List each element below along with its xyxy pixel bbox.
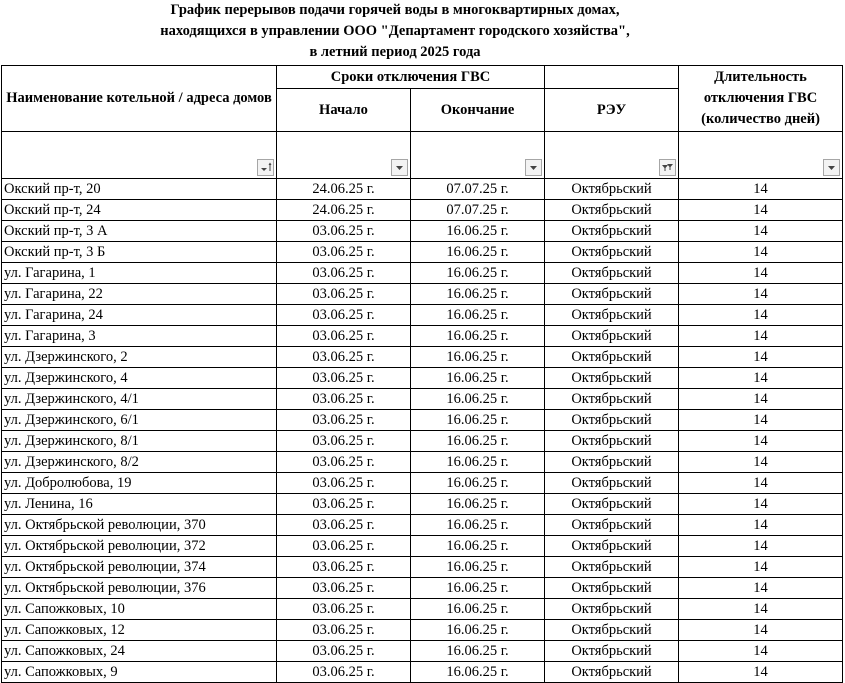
cell-start-date: 24.06.25 г. [277,200,411,221]
cell-reu: Октябрьский [545,431,679,452]
cell-reu: Октябрьский [545,263,679,284]
filter-cell-name [2,132,277,179]
cell-duration-days: 14 [679,242,843,263]
cell-start-date: 03.06.25 г. [277,515,411,536]
cell-duration-days: 14 [679,305,843,326]
header-blank [545,66,679,89]
cell-start-date: 03.06.25 г. [277,284,411,305]
cell-end-date: 16.06.25 г. [411,557,545,578]
cell-duration-days: 14 [679,515,843,536]
cell-address: ул. Октябрьской революции, 370 [2,515,277,536]
filter-cell-duration [679,132,843,179]
cell-reu: Октябрьский [545,242,679,263]
cell-start-date: 03.06.25 г. [277,662,411,683]
cell-address: ул. Сапожковых, 12 [2,620,277,641]
cell-start-date: 03.06.25 г. [277,578,411,599]
cell-end-date: 16.06.25 г. [411,410,545,431]
cell-reu: Октябрьский [545,473,679,494]
table-row [2,221,843,242]
table-row [2,452,843,473]
cell-reu: Октябрьский [545,557,679,578]
cell-duration-days: 14 [679,221,843,242]
cell-duration-days: 14 [679,200,843,221]
title-line-2: находящихся в управлении ООО "Департамент городского хозяйства", [160,23,630,39]
cell-address: ул. Сапожковых, 10 [2,599,277,620]
cell-end-date: 07.07.25 г. [411,200,545,221]
cell-start-date: 03.06.25 г. [277,368,411,389]
cell-address: ул. Гагарина, 1 [2,263,277,284]
table-row [2,431,843,452]
cell-start-date: 03.06.25 г. [277,431,411,452]
cell-start-date: 03.06.25 г. [277,389,411,410]
cell-end-date: 16.06.25 г. [411,536,545,557]
sort-ascending-icon [258,160,273,175]
cell-address: ул. Сапожковых, 9 [2,662,277,683]
cell-duration-days: 14 [679,662,843,683]
cell-address: ул. Октябрьской революции, 376 [2,578,277,599]
cell-end-date: 16.06.25 г. [411,263,545,284]
table-row [2,641,843,662]
cell-end-date: 16.06.25 г. [411,578,545,599]
header-duration: Длительность отключения ГВС (количество дней) [679,66,843,132]
cell-duration-days: 14 [679,620,843,641]
cell-address: ул. Гагарина, 24 [2,305,277,326]
cell-reu: Октябрьский [545,368,679,389]
cell-start-date: 03.06.25 г. [277,557,411,578]
cell-address: ул. Дзержинского, 4/1 [2,389,277,410]
table-row [2,410,843,431]
filter-cell-reu [545,132,679,179]
cell-reu: Октябрьский [545,452,679,473]
table-row [2,515,843,536]
cell-reu: Октябрьский [545,536,679,557]
sort-filter-button-name[interactable] [257,159,274,176]
cell-reu: Октябрьский [545,179,679,200]
schedule-table [1,65,843,683]
table-row [2,557,843,578]
cell-end-date: 16.06.25 г. [411,662,545,683]
cell-end-date: 16.06.25 г. [411,389,545,410]
table-row [2,662,843,683]
table-row [2,347,843,368]
cell-address: ул. Добролюбова, 19 [2,473,277,494]
filter-cell-start [277,132,411,179]
dropdown-arrow-icon [392,160,407,175]
cell-end-date: 16.06.25 г. [411,305,545,326]
cell-duration-days: 14 [679,536,843,557]
cell-reu: Октябрьский [545,305,679,326]
cell-address: Окский пр-т, 20 [2,179,277,200]
filter-button-end[interactable] [525,159,542,176]
cell-reu: Октябрьский [545,410,679,431]
page-title [0,0,790,63]
cell-address: ул. Октябрьской революции, 372 [2,536,277,557]
table-row [2,389,843,410]
cell-end-date: 16.06.25 г. [411,620,545,641]
title-line-1: График перерывов подачи горячей воды в многоквартирных домах, [170,2,620,18]
cell-reu: Октябрьский [545,284,679,305]
cell-duration-days: 14 [679,557,843,578]
cell-start-date: 24.06.25 г. [277,179,411,200]
cell-start-date: 03.06.25 г. [277,221,411,242]
cell-reu: Октябрьский [545,599,679,620]
cell-end-date: 16.06.25 г. [411,368,545,389]
table-row [2,620,843,641]
cell-start-date: 03.06.25 г. [277,263,411,284]
cell-reu: Октябрьский [545,515,679,536]
cell-duration-days: 14 [679,431,843,452]
table-row [2,284,843,305]
cell-start-date: 03.06.25 г. [277,536,411,557]
header-period: Сроки отключения ГВС [277,66,545,89]
cell-duration-days: 14 [679,641,843,662]
cell-end-date: 16.06.25 г. [411,515,545,536]
cell-address: Окский пр-т, 3 А [2,221,277,242]
cell-start-date: 03.06.25 г. [277,494,411,515]
table-row [2,326,843,347]
cell-start-date: 03.06.25 г. [277,599,411,620]
cell-end-date: 16.06.25 г. [411,326,545,347]
cell-reu: Октябрьский [545,494,679,515]
cell-start-date: 03.06.25 г. [277,452,411,473]
cell-end-date: 16.06.25 г. [411,473,545,494]
cell-start-date: 03.06.25 г. [277,242,411,263]
cell-duration-days: 14 [679,452,843,473]
cell-reu: Октябрьский [545,620,679,641]
filter-button-reu-active[interactable] [659,159,676,176]
cell-start-date: 03.06.25 г. [277,473,411,494]
cell-reu: Октябрьский [545,662,679,683]
cell-reu: Октябрьский [545,641,679,662]
cell-reu: Октябрьский [545,347,679,368]
cell-duration-days: 14 [679,284,843,305]
cell-duration-days: 14 [679,263,843,284]
cell-reu: Октябрьский [545,578,679,599]
cell-address: ул. Дзержинского, 6/1 [2,410,277,431]
filter-button-duration[interactable] [823,159,840,176]
table-row [2,494,843,515]
cell-start-date: 03.06.25 г. [277,620,411,641]
dropdown-arrow-icon [526,160,541,175]
cell-duration-days: 14 [679,494,843,515]
table-row [2,536,843,557]
cell-end-date: 16.06.25 г. [411,347,545,368]
cell-end-date: 16.06.25 г. [411,599,545,620]
cell-duration-days: 14 [679,599,843,620]
cell-end-date: 07.07.25 г. [411,179,545,200]
cell-start-date: 03.06.25 г. [277,347,411,368]
header-name: Наименование котельной / адреса домов [2,66,277,132]
cell-end-date: 16.06.25 г. [411,641,545,662]
header-end: Окончание [411,89,545,132]
cell-start-date: 03.06.25 г. [277,641,411,662]
cell-address: ул. Дзержинского, 4 [2,368,277,389]
header-start: Начало [277,89,411,132]
filter-funnel-icon [660,160,675,175]
table-row [2,179,843,200]
table-row [2,305,843,326]
cell-address: ул. Дзержинского, 8/2 [2,452,277,473]
cell-duration-days: 14 [679,389,843,410]
cell-address: ул. Дзержинского, 8/1 [2,431,277,452]
cell-end-date: 16.06.25 г. [411,242,545,263]
cell-reu: Октябрьский [545,221,679,242]
table-row [2,599,843,620]
cell-reu: Октябрьский [545,389,679,410]
dropdown-arrow-icon [824,160,839,175]
cell-duration-days: 14 [679,179,843,200]
filter-button-start[interactable] [391,159,408,176]
cell-address: Окский пр-т, 3 Б [2,242,277,263]
cell-address: ул. Ленина, 16 [2,494,277,515]
cell-address: ул. Гагарина, 22 [2,284,277,305]
cell-duration-days: 14 [679,368,843,389]
filter-cell-end [411,132,545,179]
cell-address: ул. Сапожковых, 24 [2,641,277,662]
cell-address: ул. Гагарина, 3 [2,326,277,347]
cell-end-date: 16.06.25 г. [411,431,545,452]
cell-start-date: 03.06.25 г. [277,326,411,347]
title-line-3: в летний период 2025 года [309,44,481,60]
table-row [2,263,843,284]
table-row [2,578,843,599]
cell-duration-days: 14 [679,326,843,347]
cell-reu: Октябрьский [545,326,679,347]
cell-duration-days: 14 [679,347,843,368]
cell-address: ул. Дзержинского, 2 [2,347,277,368]
cell-end-date: 16.06.25 г. [411,221,545,242]
table-row [2,473,843,494]
cell-end-date: 16.06.25 г. [411,494,545,515]
cell-address: ул. Октябрьской революции, 374 [2,557,277,578]
cell-end-date: 16.06.25 г. [411,284,545,305]
table-row [2,368,843,389]
header-reu: РЭУ [545,89,679,132]
table-row [2,200,843,221]
cell-duration-days: 14 [679,578,843,599]
cell-start-date: 03.06.25 г. [277,305,411,326]
cell-end-date: 16.06.25 г. [411,452,545,473]
cell-address: Окский пр-т, 24 [2,200,277,221]
cell-duration-days: 14 [679,473,843,494]
cell-duration-days: 14 [679,410,843,431]
table-row [2,242,843,263]
cell-start-date: 03.06.25 г. [277,410,411,431]
cell-reu: Октябрьский [545,200,679,221]
